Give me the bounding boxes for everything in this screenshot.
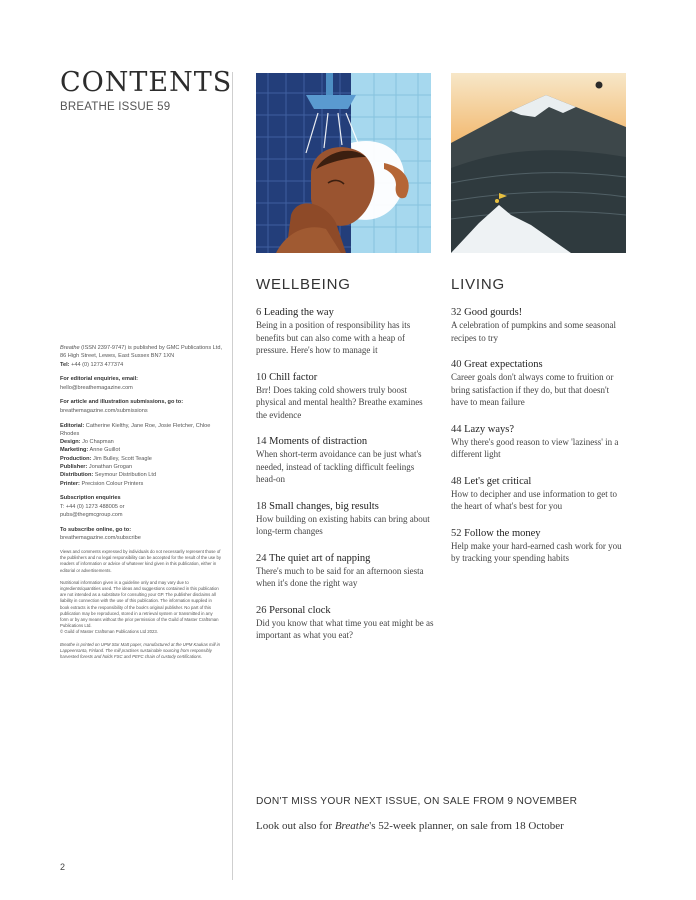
section-title-living: LIVING	[451, 276, 505, 293]
toc-entry[interactable]	[256, 500, 434, 538]
colophon	[60, 344, 222, 666]
subscribe-online: To subscribe online, go to: breathemagazine.com/subscribe	[60, 526, 141, 542]
section-title-wellbeing: WELLBEING	[256, 276, 351, 293]
toc-description: Did you know that what time you eat might be as important as what you eat?	[256, 617, 434, 640]
toc-page-number: 18	[256, 500, 267, 512]
shower-illustration-svg	[256, 73, 431, 253]
toc-entry[interactable]	[451, 423, 626, 461]
toc-title: Great expectations	[464, 359, 543, 370]
toc-entry[interactable]	[451, 306, 626, 344]
toc-description: Brr! Does taking cold showers truly boost physical and mental health? Breathe examines the evidence	[256, 384, 423, 420]
planner-notice: Look out also for Breathe's 52-week planner, on sale from 18 October	[256, 820, 564, 832]
toc-entry[interactable]	[451, 475, 626, 513]
toc-entry[interactable]	[256, 306, 434, 357]
toc-description: Help make your hard-earned cash work for you by tracking your spending habits	[451, 540, 622, 563]
publisher-line: Breathe (ISSN 2397-9747) is published by GMC Publications Ltd, 86 High Street, Lewes, East Sussex BN7 1XN Tel: +44 (0) 1273 477374	[60, 345, 222, 368]
nutrition-notice: Nutritional information given is a guideline only and may vary due to ingredients/quantities used. The ideas and suggestions contained in this publication are not intended as a substitute for consulting your GP. The publisher disclaims all liability in connection with the use of this publication. The information supplied in book extracts is the responsibility of the book's original publisher. No part of this publication may be reproduced, stored in a retrieval system or transmitted in any form or by any means without the prior permission of the Guild of Master Craftsman Publications Ltd. © Guild of Master Craftsman Publications Ltd 2023.	[60, 579, 219, 635]
issue-label: BREATHE ISSUE 59	[60, 101, 171, 113]
toc-description: There's much to be said for an afternoon siesta when it's done the right way	[256, 565, 424, 588]
toc-entry[interactable]	[256, 435, 434, 486]
editorial-email-link[interactable]: hello@breathemagazine.com	[60, 384, 133, 391]
toc-description: Being in a position of responsibility has its benefits but can also come with a heap of pressure. Here's how to manage it	[256, 320, 411, 355]
toc-page-number: 10	[256, 371, 267, 383]
section-living	[451, 276, 626, 579]
toc-description: When short-term avoidance can be just what's needed, instead of tackling difficult feelings head-on	[256, 449, 422, 484]
column-divider	[232, 72, 233, 880]
toc-page-number: 14	[256, 436, 267, 447]
page-title: CONTENTS	[60, 67, 233, 98]
toc-entry[interactable]	[256, 604, 434, 642]
paper-notice: Breathe is printed on UPM Star Matt paper, manufactured at the UPM Kaukas mill in Lappeenranta, Finland. The mill practises sustainable sourcing from responsibly harvested forests and holds FSC and PEFC chain of custody certifications.	[60, 641, 221, 659]
next-issue-notice: DON'T MISS YOUR NEXT ISSUE, ON SALE FROM 9 NOVEMBER	[256, 796, 578, 807]
toc-title: Chill factor	[269, 371, 318, 383]
toc-page-number: 32	[451, 307, 462, 318]
toc-title: Good gourds!	[464, 307, 523, 318]
toc-entry[interactable]	[256, 552, 434, 590]
toc-title: Small changes, big results	[269, 500, 379, 512]
toc-title: Let's get critical	[464, 475, 532, 487]
disclaimer-text: Views and comments expressed by individuals do not necessarily represent those of the publishers and no legal responsibility can be accepted for the result of the use by readers of information or advice of whatever kind given in this publication, either in editorial or advertisements.	[60, 548, 221, 573]
toc-description: Career goals don't always come to fruition or bring satisfaction if they do, but that doesn't have to mean failure	[451, 372, 614, 407]
submissions-info: For article and illustration submissions, go to: breathemagazine.com/submissions	[60, 399, 184, 414]
toc-page-number: 26	[256, 604, 267, 616]
staff-credits: Editorial: Catherine Kielthy, Jane Roe, Josie Fletcher, Chloe Rhodes Design: Jo Chapman Marketing: Anne Guillot Production: Jim Bulley, Scott Teagle Publisher: Jonathan Grogan Distribution: Seymour Distribution Ltd Printer: Precision Colour Printers	[60, 422, 211, 487]
toc-title: The quiet art of napping	[268, 552, 371, 564]
toc-page-number: 24	[256, 552, 267, 564]
section-wellbeing	[256, 276, 434, 656]
planner-brand: Breathe	[334, 820, 370, 832]
subscribe-link[interactable]: breathemagazine.com/subscribe	[60, 535, 141, 542]
toc-page-number: 44	[451, 423, 462, 435]
toc-description: How building on existing habits can bring about long-term changes	[256, 513, 430, 536]
toc-page-number: 52	[451, 527, 462, 539]
submissions-link[interactable]: breathemagazine.com/submissions	[60, 407, 148, 414]
toc-description: Why there's good reason to view 'laziness' in a different light	[451, 436, 619, 459]
toc-entry[interactable]	[256, 371, 434, 422]
toc-entry[interactable]	[451, 527, 626, 565]
masthead	[60, 67, 233, 113]
toc-title: Lazy ways?	[464, 423, 514, 435]
mountain-illustration	[451, 73, 626, 253]
toc-title: Personal clock	[269, 604, 331, 616]
toc-page-number: 48	[451, 475, 462, 487]
editorial-enquiries: For editorial enquiries, email: hello@breathemagazine.com	[60, 376, 139, 391]
shower-illustration	[256, 73, 431, 253]
subscription-email-link[interactable]: pubs@thegmcgroup.com	[60, 512, 123, 519]
subscription-enquiries: Subscription enquiries T: +44 (0) 1273 488005 or pubs@thegmcgroup.com	[60, 495, 125, 519]
page-number: 2	[60, 862, 66, 872]
mountain-illustration-svg	[451, 73, 626, 253]
toc-page-number: 40	[451, 359, 462, 370]
toc-page-number: 6	[256, 307, 262, 318]
toc-entry[interactable]	[451, 358, 626, 409]
toc-title: Follow the money	[464, 527, 541, 539]
toc-description: How to decipher and use information to get to the heart of what's best for you	[451, 488, 617, 511]
toc-title: Leading the way	[263, 307, 334, 318]
copyright-line: © Guild of Master Craftsman Publications Ltd 2023.	[60, 629, 158, 635]
toc-title: Moments of distraction	[269, 436, 368, 447]
toc-description: A celebration of pumpkins and some seasonal recipes to try	[451, 320, 616, 343]
